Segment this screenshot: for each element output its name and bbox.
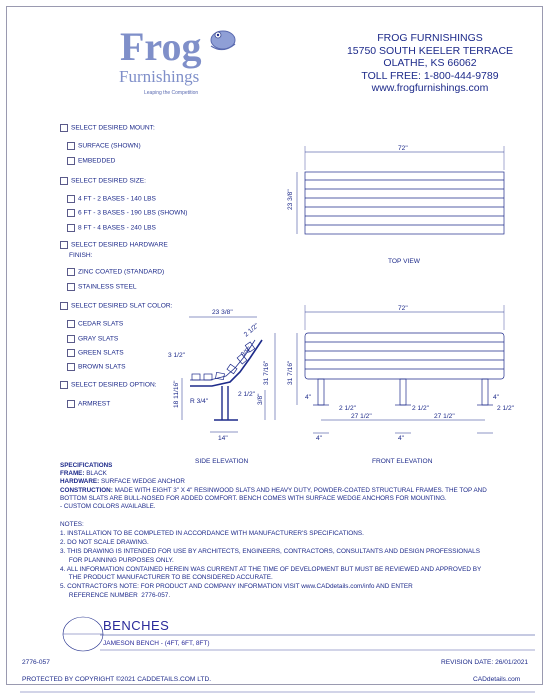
spec-construction-line2: BOTTOM SLATS ARE BULL-NOSED FOR ADDED COMFORT. BENCH COMES WITH SURFACE WEDGE ANCHORS FOR MOUNTING. [60, 494, 447, 502]
side-seat-height-dim: 18 11/16" [173, 380, 180, 408]
top-view-depth-dim: 23 3/8" [287, 189, 294, 210]
option-stainless[interactable]: STAINLESS STEEL [67, 283, 137, 291]
company-website: www.frogfurnishings.com [371, 82, 489, 94]
option-gray[interactable]: GRAY SLATS [67, 335, 118, 343]
size-heading: SELECT DESIRED SIZE: [60, 177, 146, 185]
side-slat-gap-dim: 2 1/2" [242, 322, 261, 339]
note-line: 3. THIS DRAWING IS INTENDED FOR USE BY ARCHITECTS, ENGINEERS, CONTRACTORS, CONSULTANTS AND DESIGN PROFESSIONALS [60, 547, 480, 555]
side-depth-dim: 23 3/8" [212, 309, 233, 316]
logo-word-bottom: Furnishings [119, 67, 200, 86]
top-view-width-dim: 72" [398, 145, 408, 152]
note-line: REFERENCE NUMBER 2776-057. [60, 592, 171, 600]
spec-construction-line3: - CUSTOM COLORS AVAILABLE. [60, 503, 156, 511]
note-line: 2. DO NOT SCALE DRAWING. [60, 538, 149, 546]
logo-tagline: Leaping the Competition [144, 90, 199, 96]
side-plate-dim: 3/8" [257, 393, 264, 405]
front-dim-leg-right: 4" [493, 394, 500, 401]
side-slat-width-dim: 3 1/2" [168, 352, 186, 359]
option-8ft[interactable]: 8 FT - 4 BASES - 240 LBS [67, 224, 156, 232]
front-dim-leg-left: 4" [305, 394, 312, 401]
spec-frame-value: BLACK [86, 470, 107, 478]
slat-color-heading: SELECT DESIRED SLAT COLOR: [60, 302, 173, 310]
side-overall-height-dim: 31 7/16" [263, 360, 270, 385]
option-cedar[interactable]: CEDAR SLATS [67, 320, 123, 328]
side-offset-dim: 2 1/2" [238, 391, 256, 398]
note-line: 4. ALL INFORMATION CONTAINED HEREIN WAS CURRENT AT THE TIME OF DEVELOPMENT BUT MUST BE REVIEWED AND APPROVED BY [60, 565, 482, 573]
company-address-line2: OLATHE, KS 66062 [383, 57, 477, 69]
company-name: FROG FURNISHINGS [377, 32, 483, 44]
revision-date: REVISION DATE: 26/01/2021 [441, 659, 529, 666]
caddetails-link[interactable]: CADdetails.com [473, 676, 521, 683]
company-address-line1: 15750 SOUTH KEELER TERRACE [346, 44, 514, 57]
top-view-caption: TOP VIEW [388, 258, 420, 265]
reference-number: 2776-057 [22, 659, 50, 666]
spec-construction-label: CONSTRUCTION: [60, 486, 113, 494]
side-elevation-caption: SIDE ELEVATION [195, 458, 249, 465]
top-view-drawing [297, 146, 504, 234]
option-6ft[interactable]: 6 FT - 3 BASES - 190 LBS (SHOWN) [67, 209, 187, 217]
front-dim-offset-3: 2 1/2" [497, 405, 515, 412]
side-elevation-drawing [182, 317, 275, 432]
notes-heading: NOTES: [60, 521, 84, 528]
drawing-subtitle: JAMESON BENCH - (4FT, 6FT, 8FT) [103, 640, 210, 647]
spec-hardware-label: HARDWARE: [60, 478, 100, 486]
option-surface[interactable]: SURFACE (SHOWN) [67, 142, 141, 150]
note-line: 5. CONTRACTOR'S NOTE: FOR PRODUCT AND COMPANY INFORMATION VISIT www.CADdetails.com/info AND ENTER [60, 583, 413, 591]
title-block-graphics [0, 600, 550, 700]
copyright-notice: PROTECTED BY COPYRIGHT ©2021 CADDETAILS.COM LTD. [22, 676, 212, 683]
spec-construction-line1: MADE WITH EIGHT 3" X 4" RESINWOOD SLATS AND HEAVY DUTY, POWDER-COATED STRUCTURAL FRAMES. THE TOP AND [114, 486, 487, 494]
front-dim-offset-2: 2 1/2" [412, 405, 430, 412]
front-elevation-drawing [297, 305, 504, 433]
front-dim-base-1: 4" [316, 435, 323, 442]
spec-hardware-value: SURFACE WEDGE ANCHOR [100, 478, 185, 486]
front-dim-span-1: 27 1/2" [351, 413, 372, 420]
spec-heading: SPECIFICATIONS [60, 462, 113, 469]
side-radius-dim: R 3/4" [190, 398, 209, 405]
option-green[interactable]: GREEN SLATS [67, 349, 124, 357]
note-line: 1. INSTALLATION TO BE COMPLETED IN ACCORDANCE WITH MANUFACTURER'S SPECIFICATIONS. [60, 529, 364, 537]
side-slat-thickness-dim: 3/8" [239, 345, 254, 359]
hardware-heading-line2: FINISH: [69, 252, 93, 259]
company-phone: TOLL FREE: 1-800-444-9789 [361, 69, 499, 82]
front-dim-offset-1: 2 1/2" [339, 405, 357, 412]
note-line: FOR PLANNING PURPOSES ONLY. [60, 556, 174, 564]
option-embedded[interactable]: EMBEDDED [67, 157, 115, 165]
front-width-dim: 72" [398, 305, 408, 312]
logo-word-top: Frog [120, 24, 202, 69]
option-4ft[interactable]: 4 FT - 2 BASES - 140 LBS [67, 195, 156, 203]
mount-heading: SELECT DESIRED MOUNT: [60, 124, 155, 132]
front-height-dim: 31 7/16" [287, 360, 294, 385]
front-elevation-caption: FRONT ELEVATION [372, 458, 433, 465]
drawing-title: BENCHES [103, 618, 170, 633]
note-line: THE PRODUCT MANUFACTURER TO BE CONSIDERED ACCURATE. [60, 574, 273, 582]
specifications-block [60, 462, 487, 511]
option-brown[interactable]: BROWN SLATS [67, 363, 126, 371]
option-zinc[interactable]: ZINC COATED (STANDARD) [67, 268, 164, 276]
front-dim-base-2: 4" [398, 435, 405, 442]
hardware-heading: SELECT DESIRED HARDWARE [60, 241, 168, 249]
side-base-dim: 14" [218, 435, 228, 442]
notes-block [60, 521, 481, 601]
spec-frame-label: FRAME: [60, 470, 85, 478]
front-dim-span-2: 27 1/2" [434, 413, 455, 420]
option-heading: SELECT DESIRED OPTION: [60, 381, 157, 389]
option-armrest[interactable]: ARMREST [67, 400, 110, 408]
